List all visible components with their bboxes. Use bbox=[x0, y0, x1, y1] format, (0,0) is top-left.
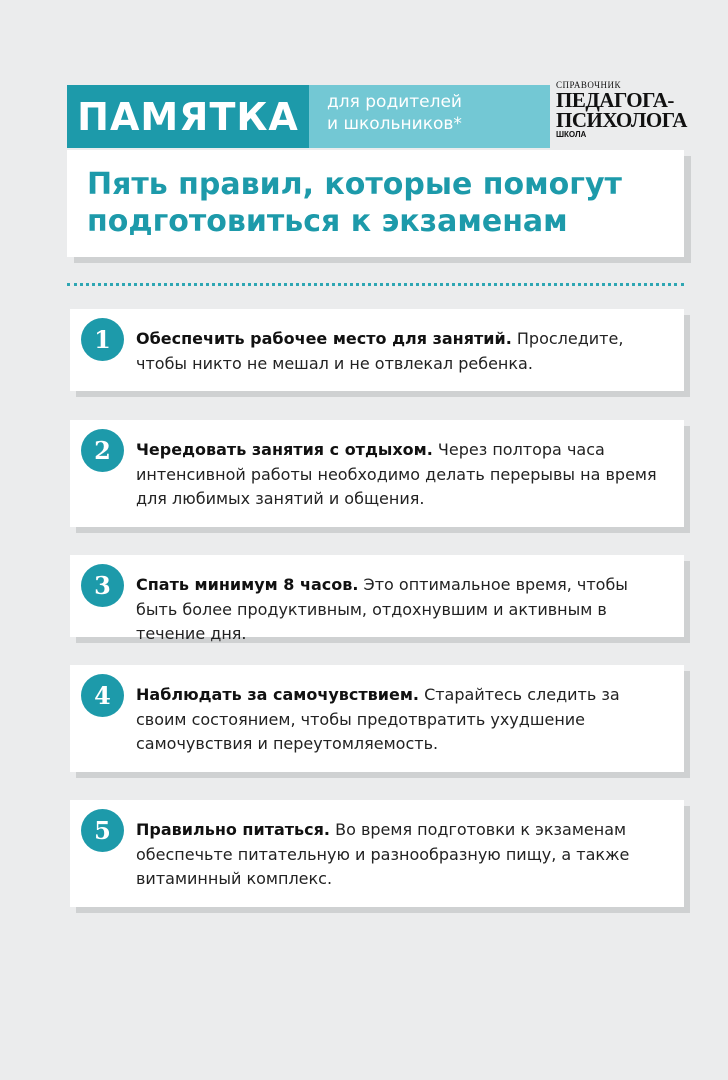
rule-text bbox=[136, 818, 666, 892]
rule-card-2 bbox=[70, 420, 684, 527]
rule-heading: Правильно питаться. bbox=[136, 820, 330, 839]
rule-heading: Чередовать занятия с отдыхом. bbox=[136, 440, 433, 459]
rule-card-1 bbox=[70, 309, 684, 391]
rule-body: Во время подготовки к экзаменам обеспечьте питательную и разнообразную пищу, а также витаминный комплекс. bbox=[136, 820, 630, 888]
memo-tab bbox=[67, 85, 309, 148]
memo-tab-title: ПАМЯТКА bbox=[77, 94, 299, 139]
rule-number-badge: 4 bbox=[81, 674, 124, 717]
page-title-line-1: Пять правил, которые помогут bbox=[87, 167, 622, 202]
rule-text bbox=[136, 573, 666, 647]
rule-text bbox=[136, 683, 666, 757]
rule-body: Это оптимальное время, чтобы быть более продуктивным, отдохнувшим и активным в течение дня. bbox=[136, 575, 628, 643]
rule-card-3 bbox=[70, 555, 684, 643]
rule-body: Проследите, чтобы никто не мешал и не отвлекал ребенка. bbox=[136, 329, 624, 373]
brand-line-1: ПЕДАГОГА- bbox=[556, 88, 674, 112]
rule-text bbox=[136, 327, 666, 376]
rule-heading: Обеспечить рабочее место для занятий. bbox=[136, 329, 512, 348]
brand-bottom-text: ШКОЛА bbox=[556, 130, 587, 139]
rule-body: Старайтесь следить за своим состоянием, чтобы предотвратить ухудшение самочувствия и переутомляемость. bbox=[136, 685, 620, 753]
rule-card-5 bbox=[70, 800, 684, 907]
rule-card-4 bbox=[70, 665, 684, 772]
rule-body: Через полтора часа интенсивной работы необходимо делать перерывы на время для любимых занятий и общения. bbox=[136, 440, 657, 508]
rule-number-badge: 5 bbox=[81, 809, 124, 852]
rule-number-badge: 3 bbox=[81, 564, 124, 607]
rule-number-badge: 1 bbox=[81, 318, 124, 361]
audience-tab bbox=[309, 85, 550, 148]
rule-number-badge: 2 bbox=[81, 429, 124, 472]
page-title-line-2: подготовиться к экзаменам bbox=[87, 204, 568, 239]
rule-heading: Спать минимум 8 часов. bbox=[136, 575, 359, 594]
title-box bbox=[67, 150, 684, 257]
rule-text bbox=[136, 438, 666, 512]
brand-logo bbox=[556, 80, 686, 146]
dotted-divider bbox=[67, 283, 684, 286]
audience-line-1: для родителей bbox=[327, 92, 462, 112]
audience-line-2: и школьников* bbox=[327, 114, 462, 134]
rule-heading: Наблюдать за самочувствием. bbox=[136, 685, 419, 704]
brand-line-2: ПСИХОЛОГА bbox=[556, 108, 687, 132]
brand-top-text: СПРАВОЧНИК bbox=[556, 80, 621, 90]
